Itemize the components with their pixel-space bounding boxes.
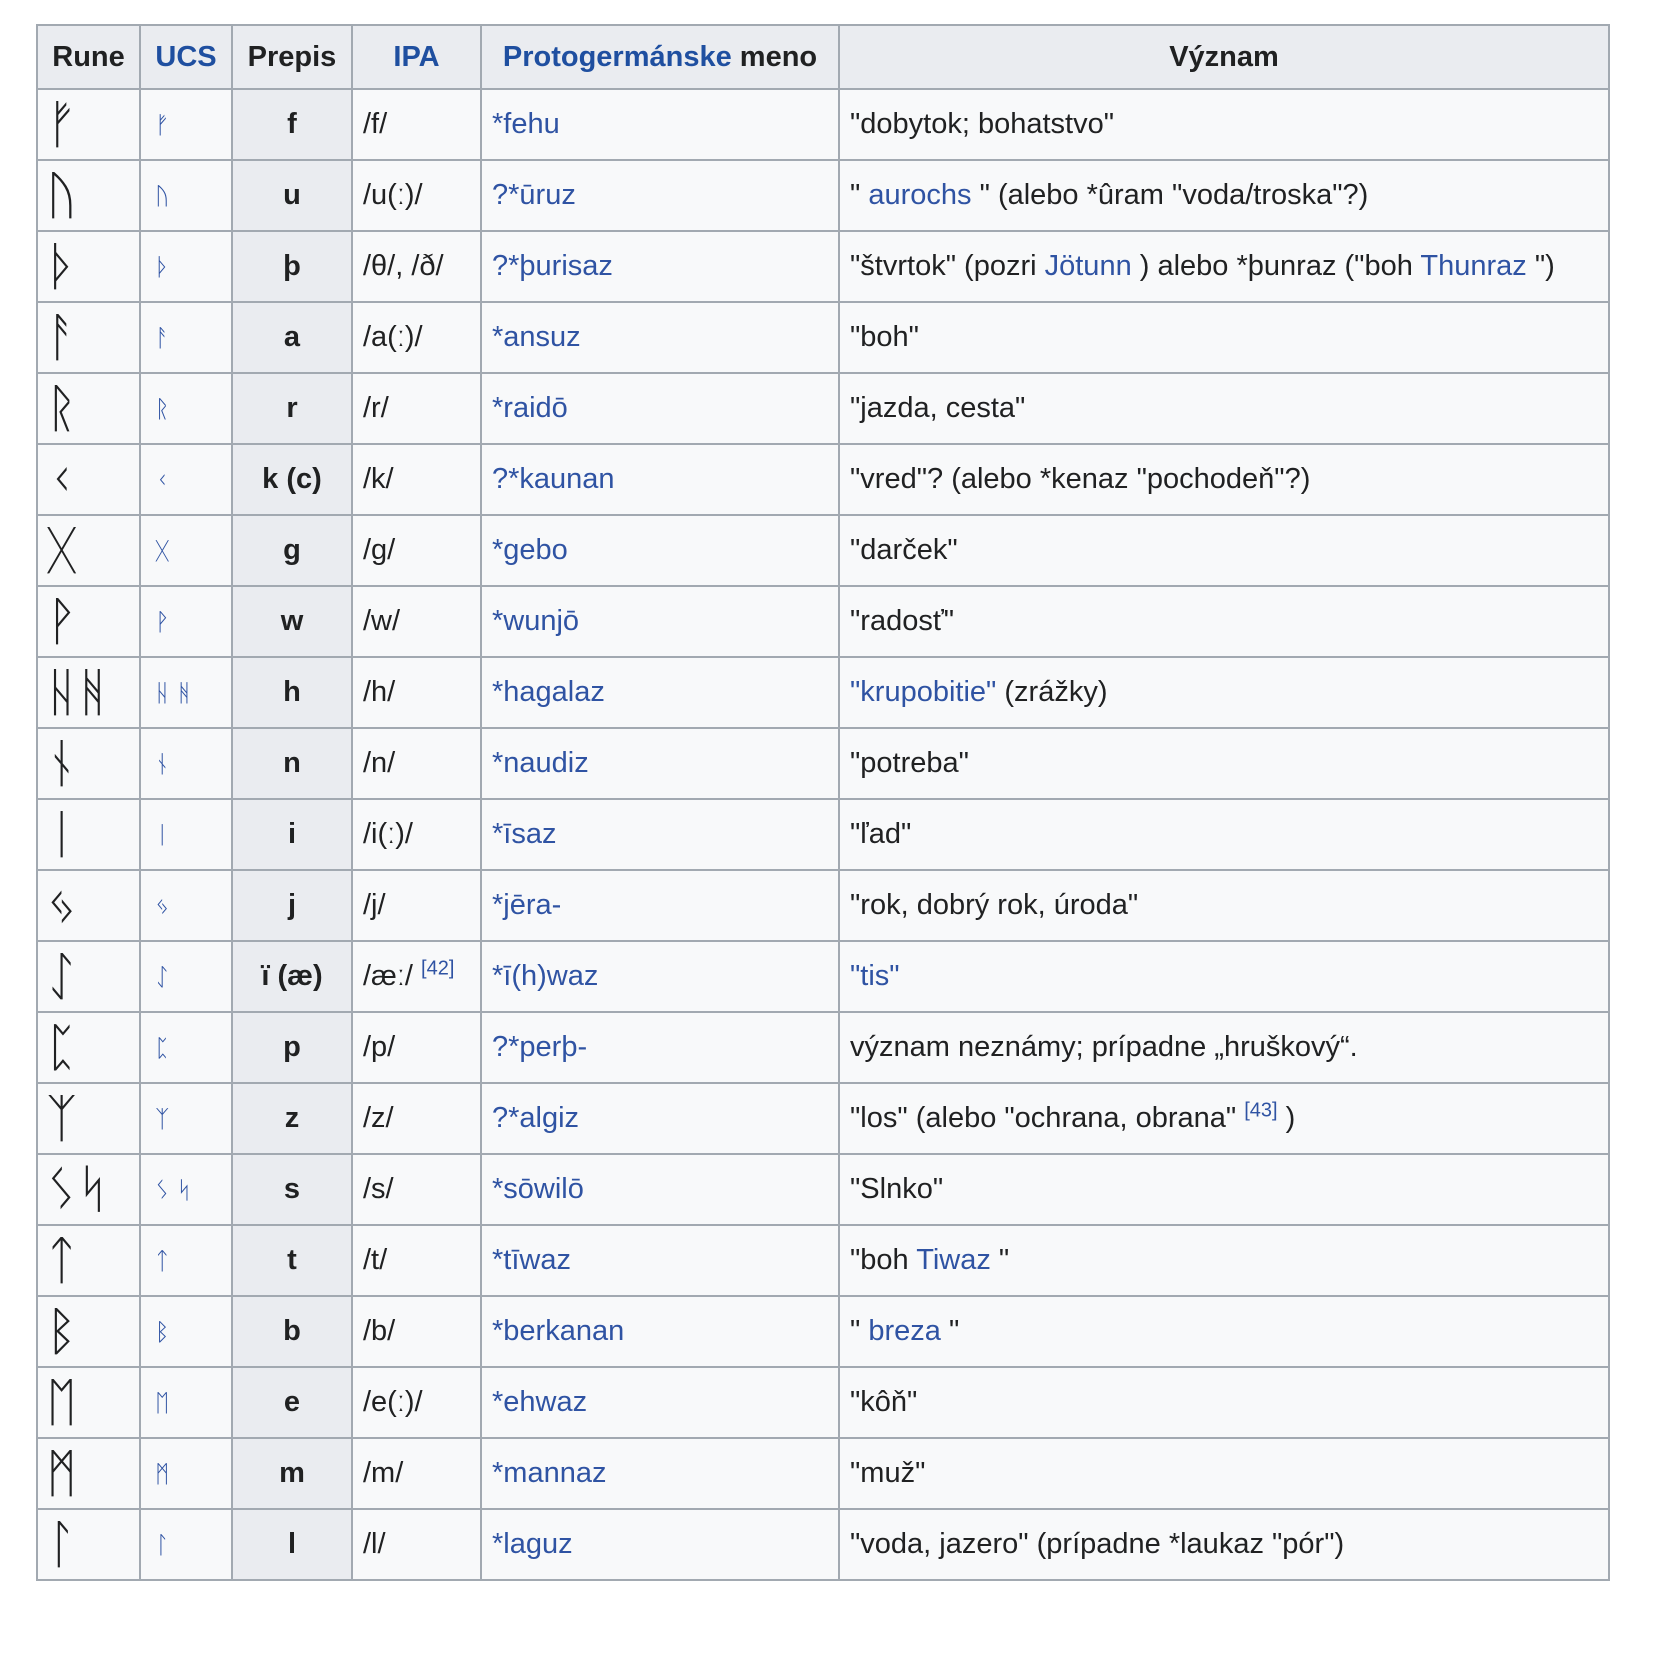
ipa-text: /f/ bbox=[363, 108, 388, 140]
rune-glyph: ᛖ bbox=[37, 1367, 140, 1438]
rune-glyph: ᛏ bbox=[37, 1225, 140, 1296]
meaning-text: " bbox=[990, 1244, 1010, 1276]
meaning-text: "ľad" bbox=[850, 818, 912, 850]
meaning bbox=[839, 444, 1609, 515]
ipa-text: /u(ː)/ bbox=[363, 179, 423, 211]
ipa-value bbox=[352, 1438, 481, 1509]
ucs-glyph-link[interactable]: ᛒ bbox=[140, 1296, 232, 1367]
header-proto-rest: meno bbox=[739, 40, 818, 73]
meaning bbox=[839, 1509, 1609, 1580]
ipa-text: /i(ː)/ bbox=[363, 818, 413, 850]
ipa-text: /j/ bbox=[363, 889, 386, 921]
proto-name-link[interactable]: ?*perþ- bbox=[481, 1012, 839, 1083]
ipa-value bbox=[352, 1367, 481, 1438]
meaning bbox=[839, 302, 1609, 373]
proto-name-link[interactable]: ?*kaunan bbox=[481, 444, 839, 515]
rune-glyph: ᚠ bbox=[37, 89, 140, 160]
ipa-text: /r/ bbox=[363, 392, 389, 424]
meaning-text: "los" (alebo "ochrana, obrana" bbox=[850, 1102, 1245, 1134]
ipa-value bbox=[352, 1225, 481, 1296]
ipa-value bbox=[352, 1154, 481, 1225]
table-row bbox=[37, 1509, 1609, 1580]
meaning bbox=[839, 1154, 1609, 1225]
ipa-value bbox=[352, 373, 481, 444]
meaning-text: "jazda, cesta" bbox=[850, 392, 1026, 424]
transliteration: l bbox=[232, 1509, 352, 1580]
meaning-link[interactable]: aurochs bbox=[868, 179, 972, 211]
transliteration: u bbox=[232, 160, 352, 231]
table-row bbox=[37, 1225, 1609, 1296]
ucs-glyph-link[interactable]: ᛖ bbox=[140, 1367, 232, 1438]
transliteration: a bbox=[232, 302, 352, 373]
rune-glyph: ᚷ bbox=[37, 515, 140, 586]
proto-name-link[interactable]: ?*þurisaz bbox=[481, 231, 839, 302]
ipa-value bbox=[352, 1083, 481, 1154]
ucs-glyph-link[interactable]: ᚲ bbox=[140, 444, 232, 515]
table-row bbox=[37, 1083, 1609, 1154]
table-row bbox=[37, 444, 1609, 515]
meaning-link[interactable]: Tiwaz bbox=[916, 1244, 991, 1276]
meaning-text: " (alebo *ûram "voda/troska"?) bbox=[971, 179, 1369, 211]
proto-name-link[interactable]: *gebo bbox=[481, 515, 839, 586]
ucs-glyph-link[interactable]: ᛚ bbox=[140, 1509, 232, 1580]
rune-glyph: ᚹ bbox=[37, 586, 140, 657]
ipa-text: /l/ bbox=[363, 1528, 386, 1560]
ucs-glyph-link[interactable]: ᚺ ᚻ bbox=[140, 657, 232, 728]
transliteration: b bbox=[232, 1296, 352, 1367]
ipa-text: /s/ bbox=[363, 1173, 394, 1205]
meaning-text: význam neznámy; prípadne „hruškový“. bbox=[850, 1031, 1358, 1063]
meaning-text: "darček" bbox=[850, 534, 958, 566]
proto-name-link[interactable]: *laguz bbox=[481, 1509, 839, 1580]
header-ipa-link[interactable]: IPA bbox=[352, 25, 481, 89]
meaning bbox=[839, 941, 1609, 1012]
meaning-text: " bbox=[850, 1315, 869, 1347]
ipa-text: /b/ bbox=[363, 1315, 396, 1347]
transliteration: f bbox=[232, 89, 352, 160]
meaning-text: ) alebo *þunraz ("boh bbox=[1131, 250, 1421, 282]
transliteration: z bbox=[232, 1083, 352, 1154]
proto-name-link[interactable]: *īsaz bbox=[481, 799, 839, 870]
meaning bbox=[839, 870, 1609, 941]
proto-name-link[interactable]: *tīwaz bbox=[481, 1225, 839, 1296]
ipa-value bbox=[352, 586, 481, 657]
rune-glyph: ᚱ bbox=[37, 373, 140, 444]
reference-link[interactable]: [42] bbox=[421, 957, 455, 980]
ipa-text: /θ/, /ð/ bbox=[363, 250, 444, 282]
rune-glyph: ᛃ bbox=[37, 870, 140, 941]
ucs-glyph-link[interactable]: ᚷ bbox=[140, 515, 232, 586]
meaning-text: "kôň" bbox=[850, 1386, 918, 1418]
ucs-glyph-link[interactable]: ᛈ bbox=[140, 1012, 232, 1083]
proto-name-link[interactable]: *mannaz bbox=[481, 1438, 839, 1509]
ucs-glyph-link[interactable]: ᚹ bbox=[140, 586, 232, 657]
table-row bbox=[37, 1012, 1609, 1083]
ipa-text: /h/ bbox=[363, 676, 396, 708]
table-row bbox=[37, 1367, 1609, 1438]
meaning bbox=[839, 1296, 1609, 1367]
table-row bbox=[37, 373, 1609, 444]
transliteration: i bbox=[232, 799, 352, 870]
meaning bbox=[839, 89, 1609, 160]
table-row bbox=[37, 870, 1609, 941]
table-row bbox=[37, 515, 1609, 586]
meaning-text: "potreba" bbox=[850, 747, 969, 779]
transliteration: ï (æ) bbox=[232, 941, 352, 1012]
table-row bbox=[37, 302, 1609, 373]
ipa-value bbox=[352, 89, 481, 160]
reference-link[interactable]: [43] bbox=[1244, 1099, 1278, 1122]
proto-name-link[interactable]: *ansuz bbox=[481, 302, 839, 373]
transliteration: s bbox=[232, 1154, 352, 1225]
rune-table bbox=[36, 24, 1610, 1581]
ipa-value bbox=[352, 515, 481, 586]
ucs-glyph-link[interactable]: ᚦ bbox=[140, 231, 232, 302]
meaning-link[interactable]: breza bbox=[868, 1315, 941, 1347]
rune-glyph: ᛉ bbox=[37, 1083, 140, 1154]
ucs-glyph-link[interactable]: ᚨ bbox=[140, 302, 232, 373]
ipa-text: /n/ bbox=[363, 747, 396, 779]
table-row bbox=[37, 1154, 1609, 1225]
ipa-value bbox=[352, 160, 481, 231]
meaning-text: " bbox=[940, 1315, 960, 1347]
header-row bbox=[37, 25, 1609, 89]
rune-glyph: ᛚ bbox=[37, 1509, 140, 1580]
transliteration: h bbox=[232, 657, 352, 728]
ipa-text: /k/ bbox=[363, 463, 394, 495]
meaning bbox=[839, 1225, 1609, 1296]
transliteration: e bbox=[232, 1367, 352, 1438]
ucs-glyph-link[interactable]: ᛁ bbox=[140, 799, 232, 870]
ipa-value bbox=[352, 657, 481, 728]
meaning-text: "voda, jazero" (prípadne *laukaz "pór") bbox=[850, 1528, 1345, 1560]
table-row bbox=[37, 728, 1609, 799]
ipa-value bbox=[352, 1509, 481, 1580]
header-rune: Rune bbox=[37, 25, 140, 89]
meaning bbox=[839, 1367, 1609, 1438]
ucs-glyph-link[interactable]: ᚢ bbox=[140, 160, 232, 231]
ipa-value bbox=[352, 1296, 481, 1367]
proto-name-link[interactable]: *jēra- bbox=[481, 870, 839, 941]
rune-glyph: ᛒ bbox=[37, 1296, 140, 1367]
meaning bbox=[839, 728, 1609, 799]
ipa-value bbox=[352, 302, 481, 373]
meaning bbox=[839, 515, 1609, 586]
transliteration: w bbox=[232, 586, 352, 657]
proto-name-link[interactable]: *ehwaz bbox=[481, 1367, 839, 1438]
meaning-link[interactable]: "tis" bbox=[850, 960, 900, 992]
table-row bbox=[37, 799, 1609, 870]
header-proto bbox=[481, 25, 839, 89]
transliteration: g bbox=[232, 515, 352, 586]
proto-name-link[interactable]: *naudiz bbox=[481, 728, 839, 799]
rune-glyph: ᛊᛋ bbox=[37, 1154, 140, 1225]
ucs-glyph-link[interactable]: ᚱ bbox=[140, 373, 232, 444]
meaning-text: (zrážky) bbox=[996, 676, 1108, 708]
header-prepis: Prepis bbox=[232, 25, 352, 89]
proto-name-link[interactable]: ?*algiz bbox=[481, 1083, 839, 1154]
rune-glyph: ᚺᚻ bbox=[37, 657, 140, 728]
ipa-text: /g/ bbox=[363, 534, 396, 566]
ipa-text: /w/ bbox=[363, 605, 401, 637]
rune-glyph: ᚾ bbox=[37, 728, 140, 799]
ucs-glyph-link[interactable]: ᛏ bbox=[140, 1225, 232, 1296]
ucs-glyph-link[interactable]: ᚠ bbox=[140, 89, 232, 160]
meaning-text: "muž" bbox=[850, 1457, 926, 1489]
transliteration: t bbox=[232, 1225, 352, 1296]
meaning-link[interactable]: "krupobitie" bbox=[850, 676, 997, 708]
rune-glyph: ᛇ bbox=[37, 941, 140, 1012]
transliteration: n bbox=[232, 728, 352, 799]
meaning bbox=[839, 586, 1609, 657]
meaning-link[interactable]: Jötunn bbox=[1044, 250, 1132, 282]
meaning-link[interactable]: Thunraz bbox=[1420, 250, 1527, 282]
table-row bbox=[37, 941, 1609, 1012]
meaning-text: "boh bbox=[850, 1244, 917, 1276]
table-row bbox=[37, 231, 1609, 302]
ipa-text: /a(ː)/ bbox=[363, 321, 423, 353]
rune-glyph: ᚨ bbox=[37, 302, 140, 373]
transliteration: j bbox=[232, 870, 352, 941]
table-row bbox=[37, 1296, 1609, 1367]
meaning bbox=[839, 1438, 1609, 1509]
proto-name-link[interactable]: *sōwilō bbox=[481, 1154, 839, 1225]
ipa-value bbox=[352, 799, 481, 870]
table-row bbox=[37, 657, 1609, 728]
proto-name-link[interactable]: *fehu bbox=[481, 89, 839, 160]
table-body bbox=[37, 89, 1609, 1580]
rune-glyph: ᚦ bbox=[37, 231, 140, 302]
ucs-glyph-link[interactable]: ᛊ ᛋ bbox=[140, 1154, 232, 1225]
meaning-text: "boh" bbox=[850, 321, 919, 353]
ucs-glyph-link[interactable]: ᛇ bbox=[140, 941, 232, 1012]
meaning bbox=[839, 373, 1609, 444]
meaning-text: ") bbox=[1526, 250, 1555, 282]
proto-name-link[interactable]: *wunjō bbox=[481, 586, 839, 657]
transliteration: r bbox=[232, 373, 352, 444]
transliteration: k (c) bbox=[232, 444, 352, 515]
meaning-text: " bbox=[850, 179, 869, 211]
meaning-text: "štvrtok" (pozri bbox=[850, 250, 1045, 282]
proto-name-link[interactable]: *berkanan bbox=[481, 1296, 839, 1367]
transliteration: m bbox=[232, 1438, 352, 1509]
meaning bbox=[839, 231, 1609, 302]
ipa-text: /p/ bbox=[363, 1031, 396, 1063]
table-row bbox=[37, 586, 1609, 657]
transliteration: þ bbox=[232, 231, 352, 302]
meaning bbox=[839, 657, 1609, 728]
ipa-value bbox=[352, 941, 481, 1012]
table-row bbox=[37, 1438, 1609, 1509]
ipa-text: /z/ bbox=[363, 1102, 394, 1134]
ipa-value bbox=[352, 728, 481, 799]
header-ucs-link[interactable]: UCS bbox=[140, 25, 232, 89]
rune-glyph: ᛁ bbox=[37, 799, 140, 870]
meaning-text: ) bbox=[1277, 1102, 1296, 1134]
meaning bbox=[839, 1083, 1609, 1154]
header-meaning: Význam bbox=[839, 25, 1609, 89]
table-row bbox=[37, 89, 1609, 160]
transliteration: p bbox=[232, 1012, 352, 1083]
header-proto-link[interactable]: Protogermánske bbox=[502, 40, 732, 73]
proto-name-link[interactable]: *raidō bbox=[481, 373, 839, 444]
ipa-value bbox=[352, 1012, 481, 1083]
proto-name-link[interactable]: ?*ūruz bbox=[481, 160, 839, 231]
meaning bbox=[839, 160, 1609, 231]
ucs-glyph-link[interactable]: ᛗ bbox=[140, 1438, 232, 1509]
ipa-text: /m/ bbox=[363, 1457, 404, 1489]
meaning bbox=[839, 799, 1609, 870]
ucs-glyph-link[interactable]: ᛉ bbox=[140, 1083, 232, 1154]
proto-name-link[interactable]: *hagalaz bbox=[481, 657, 839, 728]
table-row bbox=[37, 160, 1609, 231]
proto-name-link[interactable]: *ī(h)waz bbox=[481, 941, 839, 1012]
meaning-text: "radosť" bbox=[850, 605, 955, 637]
ucs-glyph-link[interactable]: ᚾ bbox=[140, 728, 232, 799]
ipa-value bbox=[352, 231, 481, 302]
meaning-text: "Slnko" bbox=[850, 1173, 944, 1205]
ipa-text: /t/ bbox=[363, 1244, 388, 1276]
meaning-text: "dobytok; bohatstvo" bbox=[850, 108, 1115, 140]
rune-glyph: ᚲ bbox=[37, 444, 140, 515]
ipa-text: /e(ː)/ bbox=[363, 1386, 423, 1418]
meaning bbox=[839, 1012, 1609, 1083]
rune-glyph: ᛈ bbox=[37, 1012, 140, 1083]
rune-glyph: ᛗ bbox=[37, 1438, 140, 1509]
ucs-glyph-link[interactable]: ᛃ bbox=[140, 870, 232, 941]
meaning-text: "rok, dobrý rok, úroda" bbox=[850, 889, 1139, 921]
rune-glyph: ᚢ bbox=[37, 160, 140, 231]
meaning-text: "vred"? (alebo *kenaz "pochodeň"?) bbox=[850, 463, 1311, 495]
ipa-value bbox=[352, 444, 481, 515]
ipa-text: /æː/ bbox=[363, 960, 413, 992]
ipa-value bbox=[352, 870, 481, 941]
